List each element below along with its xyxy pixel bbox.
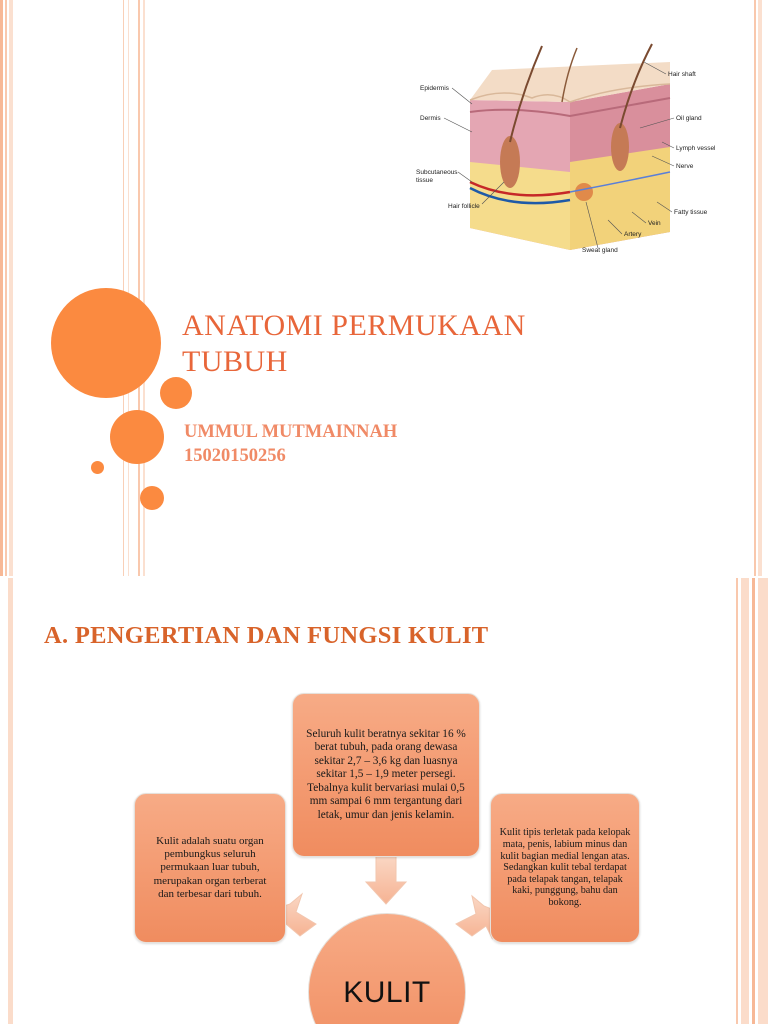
section-heading: A. PENGERTIAN DAN FUNGSI KULIT [44, 622, 489, 649]
decorative-circle [140, 486, 164, 510]
content-slide [0, 578, 768, 1024]
info-box-definition-text: Kulit adalah suatu organ pembungkus seluruh permukaan luar tubuh, merupakan organ terberat dan terbesar dari tubuh. [153, 834, 267, 900]
label-dermis: Dermis [420, 115, 441, 122]
info-box-weight [292, 693, 480, 857]
label-hair-shaft: Hair shaft [668, 71, 696, 78]
label-vein: Vein [648, 220, 661, 227]
info-box-thickness-text: Kulit tipis terletak pada kelopak mata, penis, labium minus dan kulit bagian medial lengan atas. Sedangkan kulit tebal terdapat pada telapak tangan, telapak kaki, punggung, bahu dan bokong. [499, 827, 631, 908]
label-subcutaneous-2: tissue [416, 177, 433, 184]
kulit-label: KULIT [343, 976, 431, 1009]
stripe-decoration [138, 0, 140, 576]
presentation-title: ANATOMI PERMUKAAN TUBUH [182, 309, 526, 378]
decorative-circle [110, 410, 164, 464]
author-name: UMMUL MUTMAINNAH [184, 422, 398, 442]
stripe-decoration [754, 0, 756, 576]
label-hair-follicle: Hair follicle [448, 203, 480, 210]
label-nerve: Nerve [676, 163, 694, 170]
stripe-decoration [758, 0, 762, 576]
info-box-definition [134, 793, 286, 943]
stripe-decoration [5, 0, 7, 576]
stripe-decoration [123, 0, 124, 576]
arrow-down-icon [366, 856, 406, 904]
info-box-thickness [490, 793, 640, 943]
label-artery: Artery [624, 231, 642, 238]
skin-anatomy-diagram [412, 32, 724, 262]
info-box-weight-text: Seluruh kulit beratnya sekitar 16 % berat tubuh, pada orang dewasa sekitar 2,7 – 3,6 kg dan luasnya sekitar 1,5 – 1,9 meter persegi. Tebalnya kulit bervariasi mulai 0,5 mm sampai 6 mm tergantung dari letak, umur dan jenis kelamin. [306, 728, 466, 821]
stripe-decoration [0, 0, 3, 576]
stripe-decoration [9, 0, 13, 576]
label-sweat-gland: Sweat gland [582, 247, 618, 254]
arrow-diagonal-left-icon [456, 896, 494, 938]
label-lymph-vessel: Lymph vessel [676, 145, 716, 152]
label-oil-gland: Oil gland [676, 115, 702, 122]
label-epidermis: Epidermis [420, 85, 449, 92]
label-fatty-tissue: Fatty tissue [674, 209, 708, 216]
decorative-circle [51, 288, 161, 398]
decorative-circle [91, 461, 104, 474]
label-subcutaneous: Subcutaneous [416, 169, 458, 176]
student-id: 15020150256 [184, 446, 286, 466]
stripe-decoration [128, 0, 129, 576]
decorative-circle [160, 377, 192, 409]
